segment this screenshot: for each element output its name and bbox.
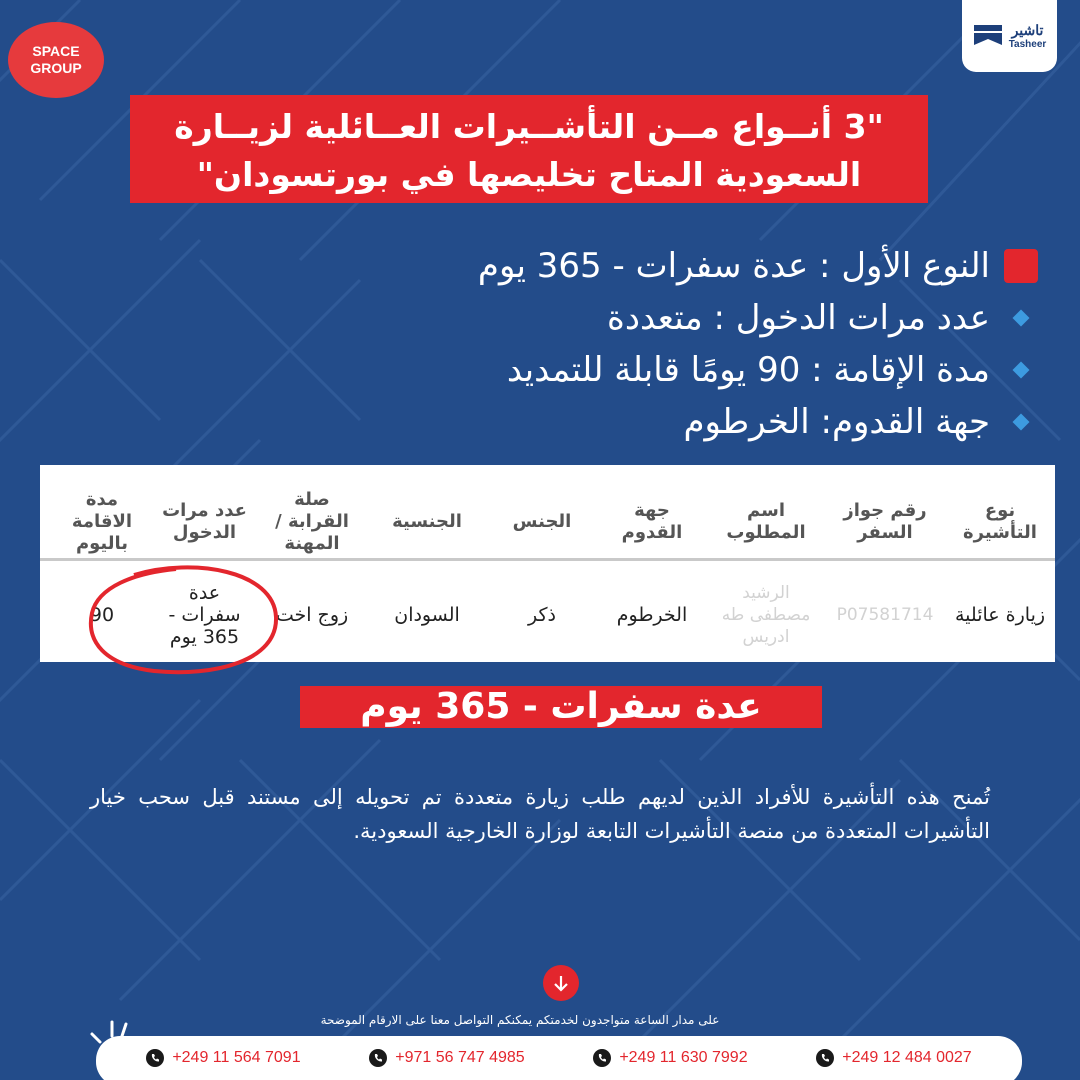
table-header-row [40,483,1055,561]
bullet-stay-duration [338,344,1038,396]
cell-name: الرشيد مصطفى طه ادريس [721,583,811,647]
highlight-banner: عدة سفرات - 365 يوم [300,686,822,728]
tasheer-emblem-icon [973,23,1003,49]
bullet-arrival [338,396,1038,448]
header-nationality: الجنسية [392,511,462,532]
badge-line1: SPACE [32,43,80,59]
bullet-text: جهة القدوم: الخرطوم [683,402,990,442]
title-line1: "3 أنــواع مــن التأشــيرات العــائلية لزيــارة [174,107,884,146]
cell-nationality: السودان [394,604,460,626]
space-group-badge [8,22,104,98]
bullet-text: مدة الإقامة : 90 يومًا قابلة للتمديد [506,350,990,390]
phone-icon [369,1049,387,1067]
header-relation: صلة القرابة / المهنة [275,489,349,554]
blue-diamond-icon [1012,413,1030,431]
contact-phone-2[interactable] [369,1049,524,1067]
cell-gender: ذكر [528,604,556,626]
contact-phone-1[interactable] [146,1049,300,1067]
visa-details-list [338,240,1038,448]
phone-icon [146,1049,164,1067]
cell-entries: عدة سفرات - 365 يوم [168,582,241,648]
cell-relation: زوج اخت [275,604,349,626]
highlight-circle [84,561,284,681]
page-title [130,95,928,203]
cell-visa-type: زيارة عائلية [954,604,1046,626]
blue-diamond-icon [1012,309,1030,327]
phone-number: +249 12 484 0027 [842,1049,972,1066]
header-stay-days: مدة الاقامة باليوم [71,489,133,554]
cell-passport: P07581714 [836,605,934,625]
title-line2: السعودية المتاح تخليصها في بورتسودان" [196,155,862,194]
header-passport: رقم جواز السفر [843,500,927,543]
header-arrival: جهة القدوم [621,500,683,543]
bullet-text: عدد مرات الدخول : متعددة [607,298,990,338]
phone-icon [816,1049,834,1067]
red-square-icon [1004,249,1038,283]
cell-stay-days: 90 [89,604,115,626]
phone-number: +249 11 564 7091 [172,1049,301,1066]
header-name: اسم المطلوب [726,500,806,543]
header-gender: الجنس [512,511,572,532]
contact-bar [96,1036,1022,1080]
phone-icon [593,1049,611,1067]
cell-arrival: الخرطوم [616,604,688,626]
bullet-visa-type [338,240,1038,292]
contact-phone-4[interactable] [816,1049,971,1067]
bullet-entries [338,292,1038,344]
contact-phone-3[interactable] [593,1049,747,1067]
header-entries: عدد مرات الدخول [162,500,247,543]
blue-diamond-icon [1012,361,1030,379]
footer-note: على مدار الساعة متواجدون لخدمتكم يمكنكم التواصل معنا على الارقام الموضحة [320,1013,720,1027]
logo-english-text: Tasheer [1008,39,1047,50]
arrow-down-icon [552,974,570,992]
phone-number: +249 11 630 7992 [619,1049,748,1066]
header-visa-type: نوع التأشيرة [963,500,1037,543]
description-text: تُمنح هذه التأشيرة للأفراد الذين لديهم طلب زيارة متعددة تم تحويله إلى مستند قبل سحب خيار التأشيرات المتعددة من منصة التأشيرات التابعة لوزارة الخارجية السعودية. [90,785,990,843]
phone-number: +971 56 747 4985 [395,1049,525,1066]
tasheer-logo [962,0,1057,72]
logo-arabic-text: تاشير [1011,22,1044,38]
badge-line2: GROUP [30,60,82,76]
bullet-text: النوع الأول : عدة سفرات - 365 يوم [477,246,990,286]
scroll-down-button[interactable] [543,965,579,1001]
